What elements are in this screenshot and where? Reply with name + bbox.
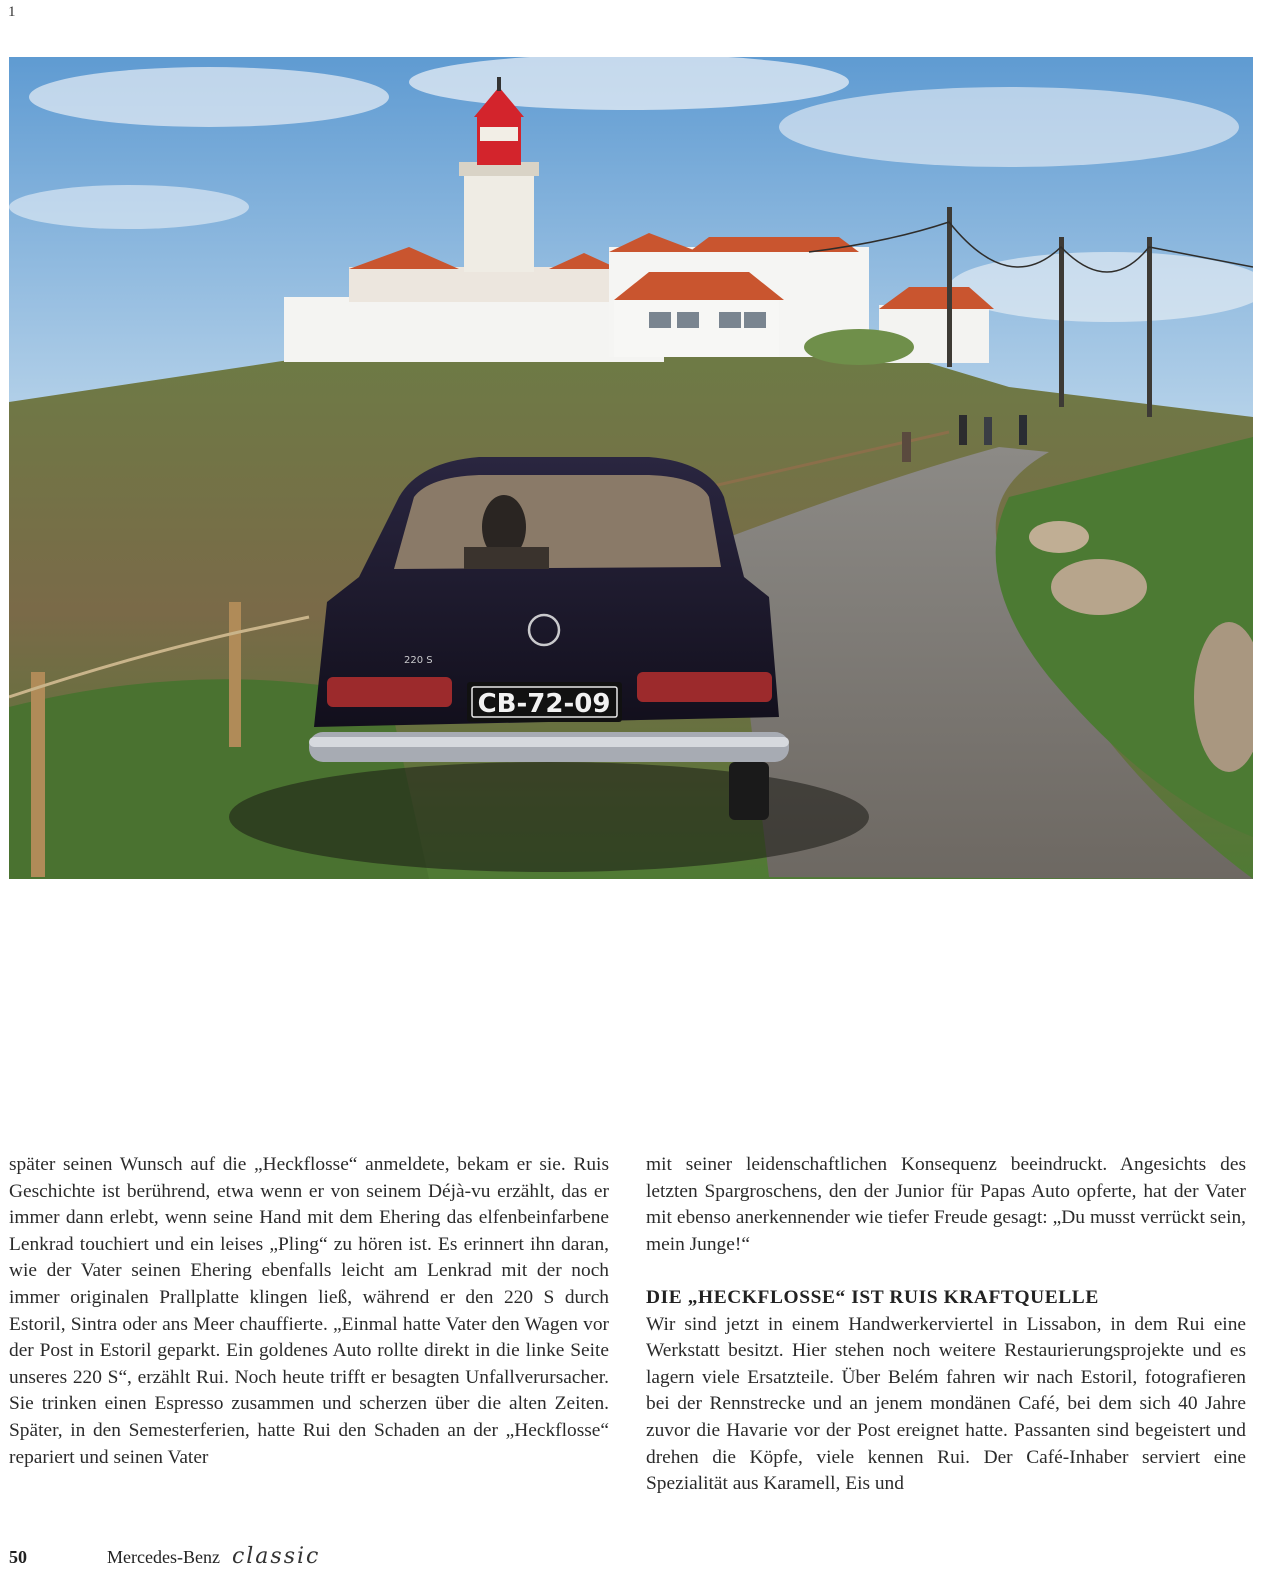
section-subheading: DIE „HECKFLOSSE“ IST RUIS KRAFTQUELLE xyxy=(646,1286,1099,1308)
article-column-left xyxy=(9,1152,609,1471)
paragraph-gap xyxy=(646,1258,1246,1285)
magazine-name: Mercedes-Benz xyxy=(107,1547,220,1567)
magazine-logo-script: classic xyxy=(231,1544,321,1569)
right-column-body: Wir sind jetzt in einem Handwerkerviertel in Lissabon, in dem Rui eine Werkstatt besitzt. Hier stehen noch weitere Restaurierungsprojekte und es lagern viele Ersatzteile. Über Belém fahren wir nach Estoril, fotografieren bei der Rennstrecke und an jenem mondänen Café, bei dem sich 40 Jahre zuvor die Havarie vor der Post ereignet hatte. Passanten sind begeistert und drehen die Köpfe, viele kennen Rui. Der Café-Inhaber serviert eine Spezialität aus Karamell, Eis und xyxy=(646,1313,1246,1495)
right-column-intro: mit seiner leidenschaftlichen Konsequenz beeindruckt. Angesichts des letzten Spargroschens, den der Junior für Papas Auto opferte, hat der Vater mit ebenso anerkennender wie tiefer Freude gesagt: „Du musst verrückt sein, mein Junge!“ xyxy=(646,1154,1246,1255)
article-photo xyxy=(9,57,1253,879)
lighthouse-car-photo xyxy=(9,57,1253,879)
license-plate: CB-72-09 xyxy=(477,689,611,719)
article-column-right xyxy=(646,1152,1246,1498)
model-badge: 220 S xyxy=(404,655,433,666)
left-column-text: später seinen Wunsch auf die „Heckflosse“ anmeldete, bekam er sie. Ruis Geschichte ist berührend, etwa wenn er von seinem Déjà-vu erzählt, das er immer dann erlebt, wenn seine Hand mit dem Ehering das elfenbeinfarbene Lenkrad touchiert und ein leises „Pling“ zu hören ist. Es erinnert ihn daran, wie der Vater seinen Ehering ebenfalls leicht am Lenkrad mit der noch immer originalen Prallplatte klingen ließ, während er den 220 S durch Estoril, Sintra oder ans Meer chauffierte. „Einmal hatte Vater den Wagen vor der Post in Estoril geparkt. Ein goldenes Auto rollte direkt in die linke Seite unseres 220 S“, erzählt Rui. Noch heute trifft er besagten Unfallverursacher. Sie trinken einen Espresso zusammen und scherzen über die alten Zeiten. Später, in den Semesterferien, hatte Rui den Schaden an der „Heckflosse“ repariert und seinen Vater xyxy=(9,1154,609,1468)
corner-marker: 1 xyxy=(8,4,16,20)
page-footer xyxy=(9,1544,320,1574)
page-number: 50 xyxy=(9,1547,27,1567)
